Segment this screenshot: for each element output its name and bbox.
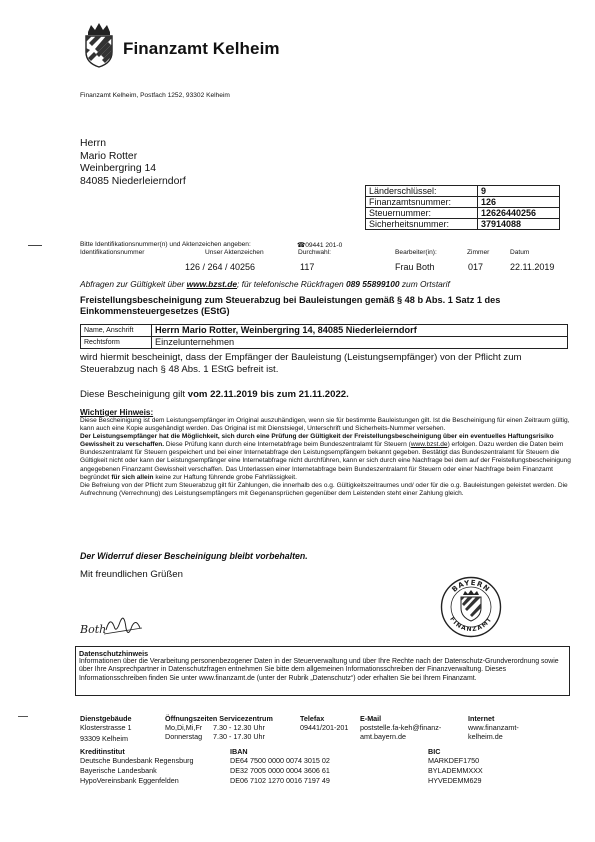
clerk-label: Bearbeiter(in): (395, 249, 437, 256)
table-row (366, 197, 560, 208)
bank-iban: DE06 7102 1270 0016 7197 49 (230, 776, 330, 785)
validity-period (80, 389, 349, 400)
state-key-label: Länderschlüssel: (366, 186, 478, 197)
privacy-text: Informationen über die Verarbeitung personenbezogener Daten in der Steuerverwaltung und über Ihre Rechte nach der Datenschutz-Grundverordnung sowie über Ihre Ansprechpartner in Datenschutzfragen entnehmen Sie bitte dem allgemeinen Informationsschreiben der Finanzverwaltung. Dieses Informationsschreiben finden Sie unter www.finanzamt.de (unter der Rubrik „Datenschutz“) oder erhalten Sie bei Ihrem Finanzamt. (79, 658, 559, 682)
holder-table (80, 324, 568, 349)
case-number-value: 126 / 264 / 40256 (185, 262, 256, 272)
room-label: Zimmer (467, 249, 490, 256)
date-value: 22.11.2019 (510, 262, 555, 272)
bank-bic: MARKDEF1750 (428, 756, 480, 765)
table-row (366, 219, 560, 230)
internet-line-2[interactable]: kelheim.de (468, 732, 503, 741)
seal-bottom-text: FINANZAMT (448, 615, 494, 634)
bic-title: BIC (428, 747, 441, 756)
fold-mark (28, 245, 42, 246)
hours-title: Öffnungszeiten Servicezentrum (165, 714, 273, 723)
fax-value: 09441/201-201 (300, 723, 349, 732)
seal-top-text: BAYERN (450, 578, 492, 594)
room-value: 017 (468, 262, 484, 272)
notice-paragraph: Diese Bescheinigung ist dem Leistungsempfänger im Original auszuhändigen, wenn sie für bestimmte Bauleistungen gilt. Ist die Bescheinigung für einen Zeitraum gültig, kann auch eine Kopie ausgehändigt werden. Das Original ist mit Dienstsiegel, Unterschrift und Sicherheits-Nummer versehen. (80, 417, 570, 433)
office-phone: ☎09441 201-0 (297, 242, 343, 249)
bzst-link[interactable]: www.bzst.de (186, 279, 238, 289)
recipient-salutation: Herrn (80, 138, 106, 149)
hint-text: Abfragen zur Gültigkeit über (80, 279, 187, 289)
revocation-reservation: Der Widerruf dieser Bescheinigung bleibt vorbehalten. (80, 551, 308, 561)
bank-name: Deutsche Bundesbank Regensburg (80, 756, 194, 765)
table-row (366, 208, 560, 219)
bank-iban: DE32 7005 0000 0004 3606 61 (230, 766, 330, 775)
signature (80, 614, 150, 644)
sender-address-line: Finanzamt Kelheim, Postfach 1252, 93302 Kelheim (80, 92, 230, 99)
reference-hint: Bitte Identifikationsnummer(n) und Aktenzeichen angeben: (80, 241, 251, 248)
notice-text: keine zur Haftung führende grobe Fahrlässigkeit. (153, 473, 297, 481)
fax-title: Telefax (300, 714, 325, 723)
hotline-number: 089 55899100 (345, 279, 400, 289)
building-city: 93309 Kelheim (80, 734, 128, 743)
office-number-label: Finanzamtsnummer: (366, 197, 478, 208)
notice-bold-text: Der Leistungsempfänger hat die Möglichkeit, sich durch eine Prüfung der Gültigkeit der Freistellungsbescheinigung über ein eventuelles Haftungsrisiko Gewissheit zu verschaffen. (80, 433, 554, 449)
notice-body (80, 417, 576, 498)
notice-text: ) erfolgen. Dazu werden die Daten beim Bundeszentralamt für Steuern gespeichert und bei einer Internetabfrage den Leistungsempfängern bekannt gegeben. Bestätigt das Bundeszentralamt für Steuern die Gültigkeit nicht oder kann der Leistungsempfänger eine Internetabfrage nicht durchführen, kann er sich durch eine Nachfrage bei dem auf der Freistellungsbescheinigung angegebenen Finanzamt Gewissheit verschaffen. Das Unterlassen einer Internetabfrage beim Bundeszentralamt für Steuern oder einer Nachfrage beim Finanzamt begründet (80, 441, 571, 481)
building-street: Klosterstrasse 1 (80, 723, 132, 732)
tax-identifier-box (365, 185, 560, 230)
closing-greeting: Mit freundlichen Grüßen (80, 569, 183, 580)
tax-number-value: 12626440256 (478, 208, 560, 219)
email-title: E-Mail (360, 714, 382, 723)
privacy-notice-box (75, 646, 570, 696)
bavaria-coat-of-arms-icon (80, 22, 118, 68)
email-line-2[interactable]: amt.bayern.de (360, 732, 406, 741)
recipient-name: Mario Rotter (80, 150, 138, 162)
certification-statement: wird hiermit bescheinigt, dass der Empfänger der Bauleistung (Leistungsempfänger) von der Pflicht zum Steuerabzug nach § 48 Abs. 1 EStG befreit ist. (80, 352, 522, 375)
legal-form-value: Einzelunternehmen (152, 337, 568, 349)
bank-title: Kreditinstitut (80, 747, 125, 756)
bank-name: Bayerische Landesbank (80, 766, 157, 775)
notice-text: Diese Prüfung kann durch eine Internetabfrage beim Bundeszentralamt für Steuern ( (164, 441, 411, 449)
recipient-street: Weinbergring 14 (80, 163, 157, 175)
legal-form-label: Rechtsform (81, 337, 152, 349)
name-address-label: Name, Anschrift (81, 325, 152, 337)
hint-text: zum Ortstarif (399, 279, 450, 289)
email-line-1[interactable]: poststelle.fa-keh@finanz- (360, 723, 442, 732)
iban-title: IBAN (230, 747, 248, 756)
bank-iban: DE64 7500 0000 0074 3015 02 (230, 756, 330, 765)
office-name: Finanzamt Kelheim (123, 39, 280, 58)
security-number-label: Sicherheitsnummer: (366, 219, 478, 230)
validity-check-hint (80, 279, 450, 289)
recipient-address (80, 138, 186, 188)
internet-title: Internet (468, 714, 495, 723)
fold-mark (18, 716, 28, 717)
bank-name: HypoVereinsbank Eggenfelden (80, 776, 179, 785)
extension-value: 117 (300, 262, 315, 272)
security-number-value: 37914088 (478, 219, 560, 230)
hours-time: 7.30 - 12.30 Uhr (213, 723, 265, 732)
extension-label: Durchwahl: (298, 249, 331, 256)
table-row (81, 325, 568, 337)
table-row (81, 337, 568, 349)
recipient-city: 84085 Niederleierndorf (80, 175, 186, 187)
id-number-label: Identifikationsnummer (80, 249, 145, 256)
hours-days: Mo,Di,Mi,Fr (165, 723, 203, 732)
validity-prefix: Diese Bescheinigung gilt (80, 389, 188, 400)
case-number-label: Unser Aktenzeichen (205, 249, 264, 256)
hint-text: ; für telefonische Rückfragen (237, 279, 346, 289)
state-key-value: 9 (478, 186, 560, 197)
bzst-link[interactable]: www.bzst.de (410, 441, 448, 449)
certificate-title: Freistellungsbescheinigung zum Steuerabzug bei Bauleistungen gemäß § 48 b Abs. 1 Satz 1 des Einkommensteuergesetzes (EStG) (80, 295, 501, 316)
notice-paragraph (80, 433, 576, 482)
hours-days: Donnerstag (165, 732, 203, 741)
bank-bic: BYLADEMMXXX (428, 766, 483, 775)
notice-title: Wichtiger Hinweis: (80, 408, 154, 417)
official-seal-icon (440, 576, 502, 638)
date-label: Datum (510, 249, 530, 256)
notice-paragraph: Die Befreiung von der Pflicht zum Steuerabzug gilt für Zahlungen, die innerhalb des o.g. Gültigkeitszeitraumes und/ oder für die o.g. Bauleistungen geleistet werden. Die Aufrechnung (Verrechnung) des Leistungsempfängers mit Gegenansprüchen gegenüber dem Leistenden steht einer Zahlung gleich. (80, 481, 568, 497)
notice-bold-text: für sich allein (111, 473, 154, 481)
hours-time: 7.30 - 17.30 Uhr (213, 732, 265, 741)
internet-line-1[interactable]: www.finanzamt- (468, 723, 519, 732)
bank-bic: HYVEDEMM629 (428, 776, 482, 785)
privacy-title: Datenschutzhinweis (79, 649, 149, 658)
tax-number-label: Steuernummer: (366, 208, 478, 219)
clerk-value: Frau Both (395, 262, 435, 272)
validity-dates: vom 22.11.2019 bis zum 21.11.2022. (187, 389, 349, 400)
signature-name: Both (80, 623, 107, 636)
name-address-value: Herrn Mario Rotter, Weinbergring 14, 84085 Niederleierndorf (152, 325, 568, 337)
table-row (366, 186, 560, 197)
building-title: Dienstgebäude (80, 714, 132, 723)
office-number-value: 126 (478, 197, 560, 208)
